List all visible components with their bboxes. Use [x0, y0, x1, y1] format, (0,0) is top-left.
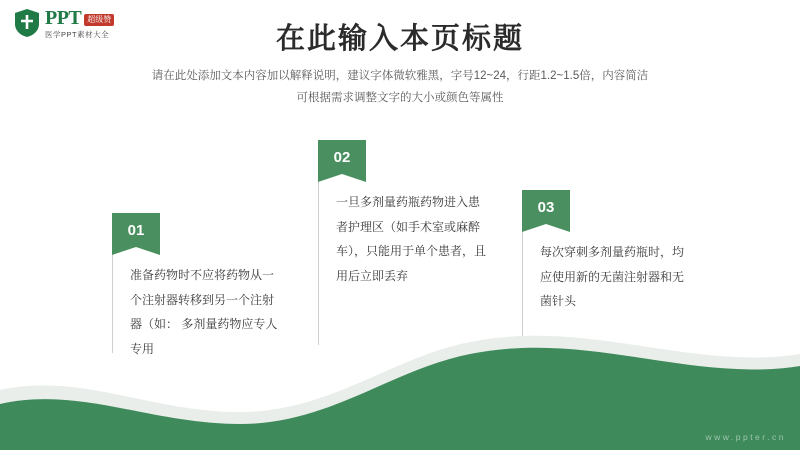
logo-badge: 超级赞 [84, 14, 114, 26]
subtitle-line-1: 请在此处添加文本内容加以解释说明，建议字体微软雅黑，字号12~24，行距1.2~1.5倍，内容简洁 [151, 70, 649, 82]
column-text-03: 每次穿刺多剂量药瓶时，均应使用新的无菌注射器和无菌针头 [540, 245, 685, 309]
logo-tagline: 医学PPT素材大全 [45, 30, 110, 39]
column-number-badge-02: 02 [318, 140, 366, 174]
column-number-badge-03: 03 [522, 190, 570, 224]
footer-url: www.ppter.cn [705, 432, 786, 442]
wave-decoration [0, 320, 800, 450]
subtitle-line-2: 可根据需求调整文字的大小或颜色等属性 [296, 91, 504, 104]
column-number-badge-01: 01 [112, 213, 160, 247]
column-text-01: 准备药物时不应将药物从一个注射器转移到另一个注射器（如： 多剂量药物应专人专用 [130, 268, 278, 356]
page-title: 在此输入本页标题 [275, 23, 524, 55]
column-text-02: 一旦多剂量药瓶药物进入患者护理区（如手术室或麻醉车），只能用于单个患者，且用后立即丢弃 [336, 195, 487, 283]
logo-brand: PPT [45, 7, 82, 29]
page-subtitle [0, 66, 800, 110]
content-column-02 [318, 140, 490, 345]
